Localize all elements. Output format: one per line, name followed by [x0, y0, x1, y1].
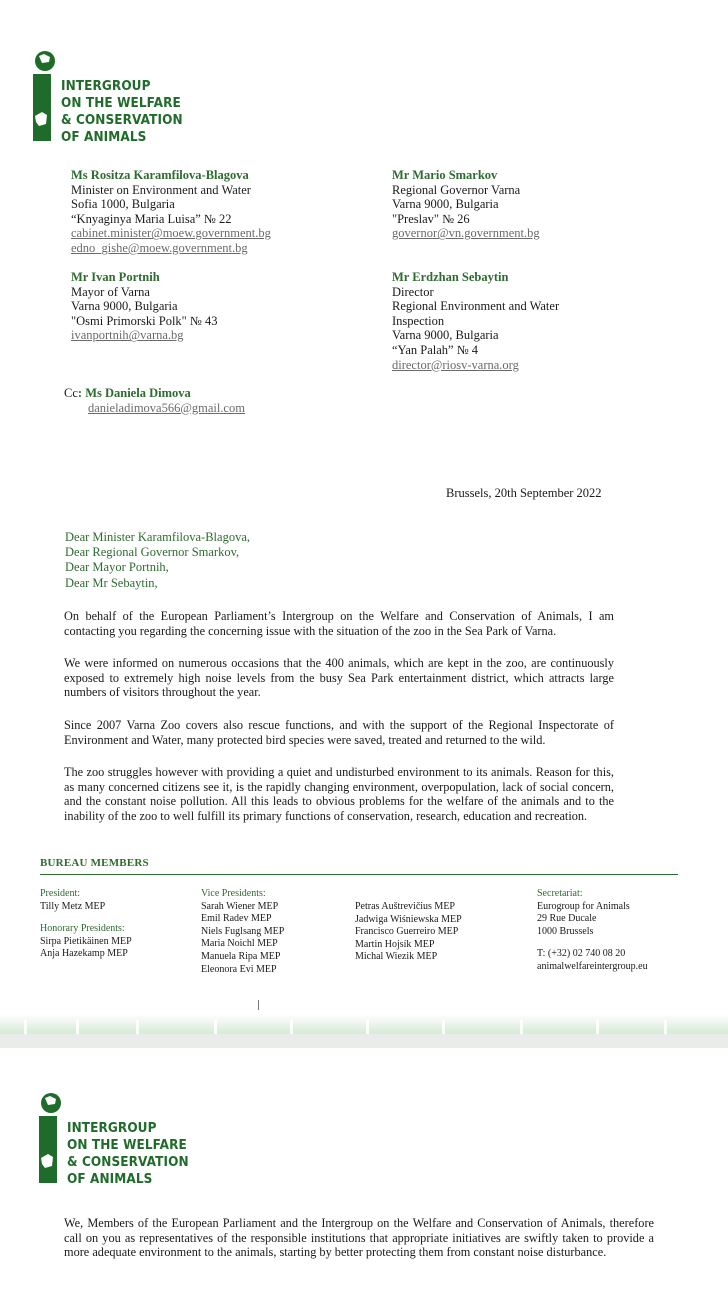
bureau-members-heading: BUREAU MEMBERS: [40, 857, 149, 869]
text-cursor: [258, 1000, 259, 1010]
divider: [40, 874, 678, 875]
body-paragraph: On behalf of the European Parliament’s Intergroup on the Welfare and Conservation of Animals, I am contacting you regarding the concerning issue with the situation of the zoo in the Sea Park of Varna.: [64, 609, 614, 638]
recipient-mayor: Mr Ivan Portnih Mayor of Varna Varna 9000, Bulgaria "Osmi Primorski Polk" № 43 ivanportnih@varna.bg: [71, 270, 218, 343]
page-gap: [0, 1034, 728, 1048]
letter-date: Brussels, 20th September 2022: [446, 486, 602, 500]
logo-text: INTERGROUP ON THE WELFARE & CONSERVATION OF ANIMALS: [61, 79, 183, 145]
recipient-name: Mr Erdzhan Sebaytin: [392, 270, 509, 284]
cc-label: Cc: [64, 386, 78, 400]
body-paragraph: The zoo struggles however with providing a quiet and undisturbed environment to its animals. Reason for this, as many concerned citizens see it, is the rapidly changing environment, overpopulation, lack of social concern, and the constant noise pollution. All this leads to obvious problems for the welfare of the animals and to the inability of the zoo to well fulfill its primary functions of conservation, research, education and recreation.: [64, 765, 614, 823]
recipient-name: Ms Rositza Karamfilova-Blagova: [71, 168, 249, 182]
body-paragraph: Since 2007 Varna Zoo covers also rescue functions, and with the support of the Regional Inspectorate of Environment and Water, many protected bird species were saved, treated and returned to the wild.: [64, 718, 614, 747]
logo-text: INTERGROUP ON THE WELFARE & CONSERVATION OF ANIMALS: [67, 1121, 189, 1187]
body-paragraph: We were informed on numerous occasions that the 400 animals, which are kept in the zoo, are continuously exposed to extremely high noise levels from the busy Sea Park entertainment district, which attracts large numbers of visitors throughout the year.: [64, 656, 614, 700]
recipient-minister: Ms Rositza Karamfilova-Blagova Minister on Environment and Water Sofia 1000, Bulgaria “Knyaginya Maria Luisa” № 22 cabinet.minister@moew.government.bg edno_gishe@moew.government.bg: [71, 168, 271, 255]
footer-band: [0, 1014, 728, 1034]
cc-name: Ms Daniela Dimova: [85, 386, 191, 400]
bureau-presidents: President: Tilly Metz MEP Honorary Presidents: Sirpa Pietikäinen MEP Anja Hazekamp MEP: [40, 888, 132, 960]
letter-page-2: [0, 1048, 728, 1296]
phone-number: T: (+32) 02 740 08 20: [537, 948, 626, 960]
email-link[interactable]: governor@vn.government.bg: [392, 226, 540, 241]
animal-silhouette-icon: [30, 50, 64, 145]
intergroup-logo: [30, 50, 230, 150]
body-paragraph: We, Members of the European Parliament and the Intergroup on the Welfare and Conservation of Animals, therefore call on you as representatives of the responsible institutions that appropriate initiatives are swiftly taken to provide a more adequate environment to the animals, starting by better protecting them from constant noise disturbance.: [64, 1216, 654, 1260]
email-link[interactable]: edno_gishe@moew.government.bg: [71, 240, 248, 255]
email-link[interactable]: ivanportnih@varna.bg: [71, 328, 184, 343]
email-link[interactable]: danieladimova566@gmail.com: [88, 400, 245, 415]
email-link[interactable]: director@riosv-varna.org: [392, 357, 519, 372]
intergroup-logo: [36, 1092, 236, 1192]
animal-silhouette-icon: [36, 1092, 70, 1187]
website-link[interactable]: animalwelfareintergroup.eu: [537, 960, 648, 972]
bureau-secretariat: Secretariat: Eurogroup for Animals 29 Rue Ducale 1000 Brussels T: (+32) 02 740 08 20 animalwelfareintergroup.eu: [537, 888, 648, 972]
recipient-director: Mr Erdzhan Sebaytin Director Regional Environment and Water Inspection Varna 9000, Bulgaria “Yan Palah” № 4 director@riosv-varna.org: [392, 270, 560, 372]
salutation: Dear Minister Karamfilova-Blagova, Dear Regional Governor Smarkov, Dear Mayor Portnih, Dear Mr Sebaytin,: [65, 530, 251, 590]
bureau-vice-presidents: Vice Presidents: Sarah Wiener MEP Emil Radev MEP Niels Fuglsang MEP Maria Noichl MEP Manuela Ripa MEP Eleonora Evi MEP: [201, 888, 285, 975]
email-link[interactable]: cabinet.minister@moew.government.bg: [71, 226, 271, 241]
cc-block: Cc: Ms Daniela Dimova danieladimova566@gmail.com: [64, 386, 245, 415]
recipient-governor: Mr Mario Smarkov Regional Governor Varna Varna 9000, Bulgaria "Preslav" № 26 governor@vn.government.bg: [392, 168, 540, 241]
bureau-members-list: Petras Auštrevičius MEP Jadwiga Wiśniewska MEP Francisco Guerreiro MEP Martin Hojsík MEP Michal Wiezik MEP: [355, 901, 462, 963]
recipient-name: Mr Mario Smarkov: [392, 168, 498, 182]
recipient-name: Mr Ivan Portnih: [71, 270, 160, 284]
